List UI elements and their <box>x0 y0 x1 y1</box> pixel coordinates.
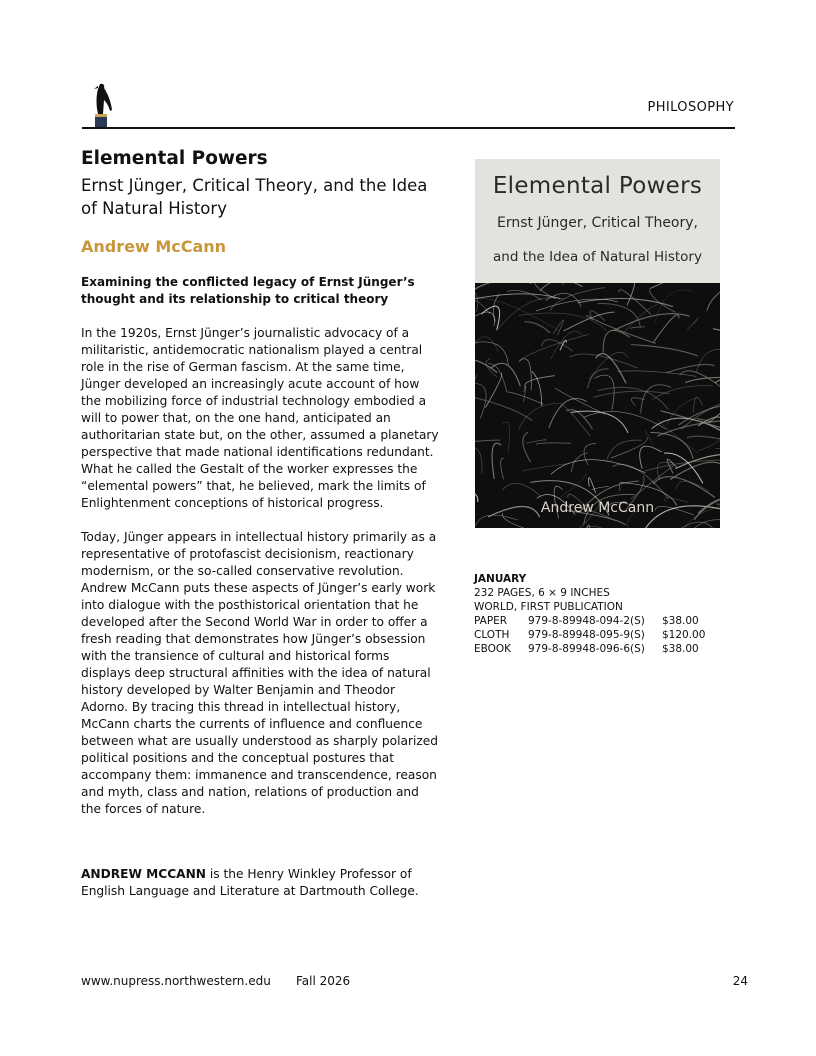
author-bio <box>81 866 441 900</box>
author-bio-text: is the Henry Winkley Professor of English Language and Literature at Dartmouth College. <box>81 867 419 898</box>
release-month: JANUARY <box>474 573 527 585</box>
format-price: $38.00 <box>662 615 699 627</box>
format-row <box>474 628 734 642</box>
description-paragraph: In the 1920s, Ernst Jünger’s journalistic advocacy of a militaristic, antidemocratic nationalism played a central role in the rise of German fascism. At the same time, Jünger developed an increasingly acute account of how the mobilizing force of industrial technology embodied a will to power that, on the one hand, anticipated an authoritarian state but, on the other, assumed a planetary perspective that made national identifications redundant. What he called the Gestalt of the worker expresses the “elemental powers” that, he believed, mark the limits of Enlightenment conceptions of historical progress. <box>81 326 439 510</box>
book-tagline: Examining the conflicted legacy of Ernst Jünger’s thought and its relationship to critical theory <box>81 275 415 306</box>
header-rule <box>82 127 735 129</box>
format-row <box>474 614 734 628</box>
book-cover <box>475 159 720 528</box>
format-price: $120.00 <box>662 629 706 641</box>
page-number: 24 <box>732 974 748 988</box>
book-title: Elemental Powers <box>81 148 268 169</box>
cover-subtitle-line-1: Ernst Jünger, Critical Theory, <box>496 215 698 231</box>
format-isbn: 979-8-89948-094-2(S) <box>528 615 645 627</box>
format-row <box>474 642 734 656</box>
cover-title: Elemental Powers <box>492 173 703 199</box>
format-name: EBOOK <box>474 643 512 655</box>
format-name: CLOTH <box>474 629 510 641</box>
format-isbn: 979-8-89948-096-6(S) <box>528 643 645 655</box>
format-name: PAPER <box>474 615 508 627</box>
publication-specs <box>474 572 734 656</box>
cover-author: Andrew McCann <box>540 500 655 516</box>
book-description-column <box>81 146 441 818</box>
format-isbn: 979-8-89948-095-9(S) <box>528 629 645 641</box>
author-bio-name: ANDREW MCCANN <box>81 867 206 881</box>
book-subtitle: Ernst Jünger, Critical Theory, and the Idea of Natural History <box>81 176 428 218</box>
cover-grass-image <box>475 283 720 528</box>
rights: WORLD, FIRST PUBLICATION <box>474 601 623 613</box>
footer-url[interactable]: www.nupress.northwestern.edu <box>81 974 271 988</box>
hawk-logo-icon <box>84 80 118 130</box>
footer-season: Fall 2026 <box>296 974 351 988</box>
category-label: PHILOSOPHY <box>647 100 734 115</box>
cover-subtitle-line-2: and the Idea of Natural History <box>493 249 702 265</box>
format-price: $38.00 <box>662 643 699 655</box>
page-count: 232 PAGES, 6 × 9 INCHES <box>474 587 610 599</box>
description-paragraph: Today, Jünger appears in intellectual history primarily as a representative of protofascist decisionism, reactionary modernism, or the so-called conservative revolution. Andrew McCann puts these aspects of Jünger’s early work into dialogue with the posthistorical orientation that he developed after the Second World War in order to offer a fresh reading that demonstrates how Jünger’s obsession with the transience of cultural and historical forms displays deep structural affinities with the idea of natural history developed by Walter Benjamin and Theodor Adorno. By tracing this thread in intellectual history, McCann charts the currents of influence and confluence between what are usually understood as sharply polarized political positions and the conceptual postures that accompany them: immanence and transcendence, reason and myth, class and nation, relations of production and the forces of nature. <box>81 530 438 816</box>
book-author: Andrew McCann <box>81 237 227 256</box>
